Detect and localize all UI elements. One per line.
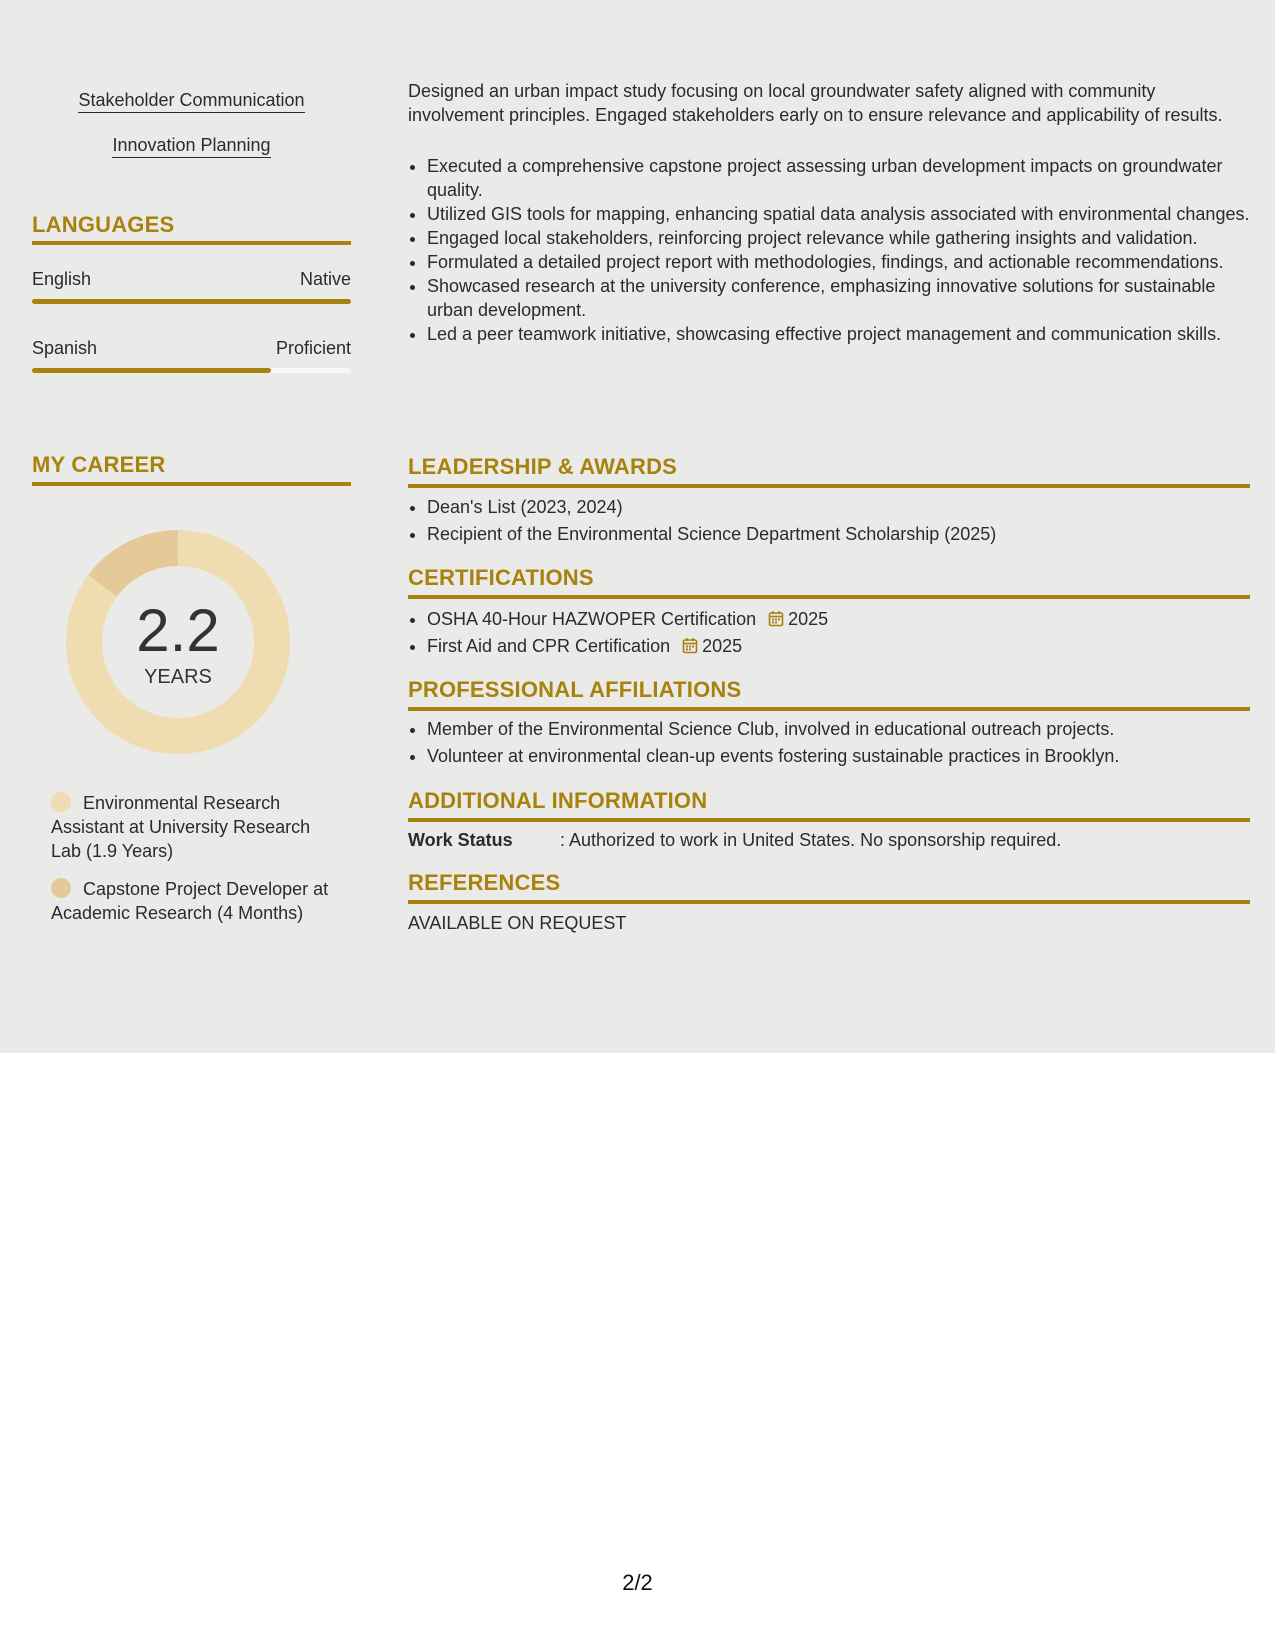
section-divider (32, 241, 351, 245)
legend-label: Capstone Project Developer at Academic Research (4 Months) (51, 879, 329, 923)
section-divider (32, 482, 351, 486)
work-status-value: : Authorized to work in United States. No sponsorship required. (560, 830, 1062, 850)
calendar-icon (682, 637, 698, 654)
project-description: Designed an urban impact study focusing on local groundwater safety aligned with community involvement principles. Engaged stakeholders early on to ensure relevance and applicability of results. (408, 81, 1223, 125)
section-divider (408, 707, 1250, 711)
section-divider (408, 595, 1250, 599)
languages-heading: LANGUAGES (32, 212, 175, 237)
list-item: • Volunteer at environmental clean-up events fostering sustainable practices in Brooklyn. (427, 744, 1250, 768)
affiliations-list (408, 717, 1250, 771)
legend-label: Environmental Research Assistant at University Research Lab (1.9 Years) (51, 793, 311, 861)
career-donut (66, 530, 290, 754)
language-bar-english (32, 299, 351, 304)
section-divider (408, 484, 1250, 488)
career-legend-item (51, 877, 341, 925)
certification-item (427, 634, 1250, 658)
references-heading: REFERENCES (408, 870, 561, 895)
language-name: English (32, 269, 92, 289)
certification-year: 2025 (702, 636, 743, 656)
section-divider (408, 818, 1250, 822)
certifications-list (408, 607, 1250, 661)
calendar-icon (768, 610, 784, 627)
language-bar-fill (32, 368, 271, 373)
certifications-heading: CERTIFICATIONS (408, 565, 594, 590)
list-item: • Member of the Environmental Science Club, involved in educational outreach projects. (427, 717, 1250, 741)
certification-item (427, 607, 1250, 631)
project-bullets (408, 154, 1250, 346)
career-legend-item (51, 791, 341, 863)
list-item: • Led a peer teamwork initiative, showcasing effective project management and communication skills. (427, 322, 1250, 346)
awards-list (408, 495, 1250, 549)
awards-heading: LEADERSHIP & AWARDS (408, 454, 678, 479)
list-item: • Engaged local stakeholders, reinforcing project relevance while gathering insights and validation. (427, 226, 1250, 250)
certification-year: 2025 (788, 609, 829, 629)
list-item: • Recipient of the Environmental Science Department Scholarship (2025) (427, 522, 1250, 546)
certification-name: First Aid and CPR Certification (427, 636, 671, 656)
language-row-spanish (32, 337, 351, 359)
skill-item: Stakeholder Communication (32, 89, 351, 111)
work-status-row (408, 829, 1061, 851)
list-item: • Dean's List (2023, 2024) (427, 495, 1250, 519)
legend-dot (51, 878, 71, 898)
references-text: AVAILABLE ON REQUEST (408, 913, 627, 933)
language-level: Proficient (275, 338, 351, 358)
skill-item: Innovation Planning (32, 134, 351, 156)
affiliations-heading: PROFESSIONAL AFFILIATIONS (408, 677, 742, 702)
language-bar-fill (32, 299, 351, 304)
legend-dot (51, 792, 71, 812)
language-row-english (32, 268, 351, 290)
list-item: • Showcased research at the university conference, emphasizing innovative solutions for sustainable urban development. (427, 274, 1250, 322)
language-name: Spanish (32, 338, 98, 358)
page-number: 2/2 (622, 1570, 653, 1595)
list-item: • Utilized GIS tools for mapping, enhancing spatial data analysis associated with environmental changes. (427, 202, 1250, 226)
career-total: 2.2 (136, 597, 220, 664)
additional-info-heading: ADDITIONAL INFORMATION (408, 788, 708, 813)
list-item: • Formulated a detailed project report with methodologies, findings, and actionable recommendations. (427, 250, 1250, 274)
career-unit: YEARS (144, 666, 212, 688)
section-divider (408, 900, 1250, 904)
career-heading: MY CAREER (32, 452, 166, 477)
language-bar-spanish (32, 368, 351, 373)
work-status-label: Work Status (408, 830, 513, 850)
list-item: • Executed a comprehensive capstone project assessing urban development impacts on groundwater quality. (427, 154, 1250, 202)
language-level: Native (299, 269, 351, 289)
certification-name: OSHA 40-Hour HAZWOPER Certification (427, 609, 757, 629)
